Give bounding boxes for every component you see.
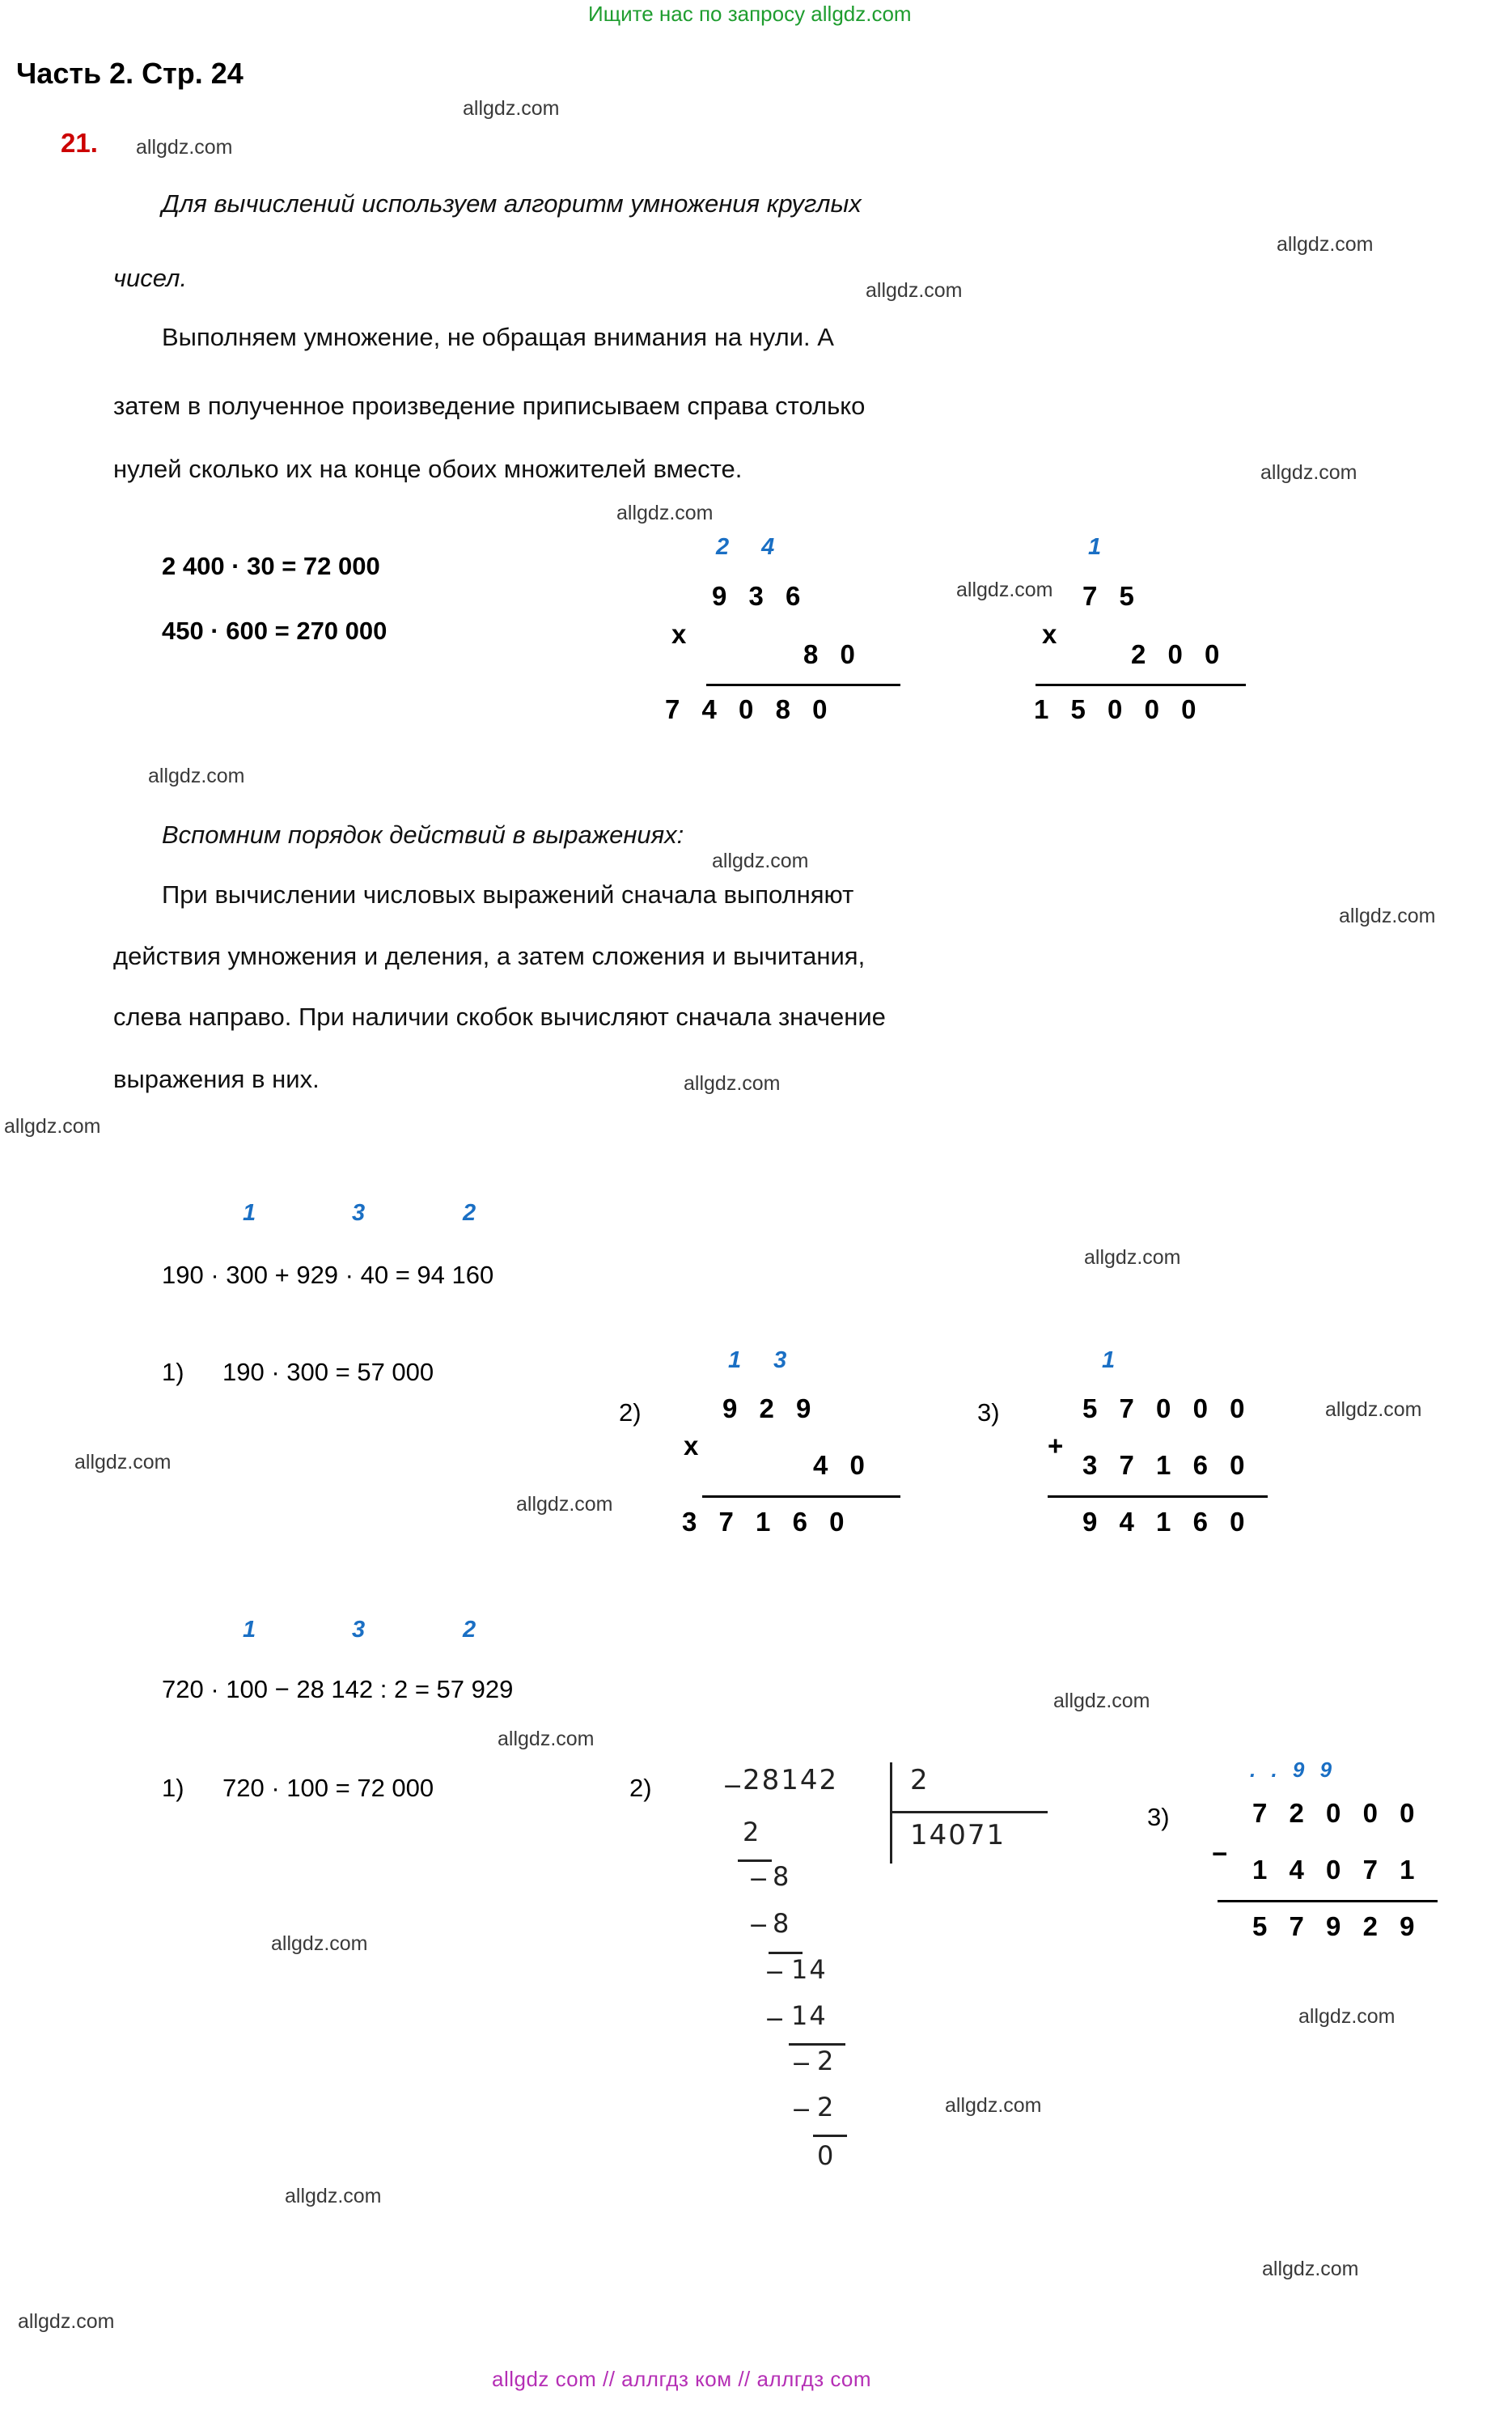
watermark: allgdz.com (1262, 2258, 1359, 2280)
example1-step3-carry: 1 (1102, 1347, 1116, 1373)
intro-line-2: чисел. (113, 264, 188, 292)
watermark: allgdz.com (1339, 905, 1436, 927)
division-dividend: 28142 (743, 1764, 839, 1796)
division-step-rule-1 (738, 1859, 772, 1862)
watermark-bottom-banner: allgdz com // аллгдз ком // аллгдз сom (492, 2367, 872, 2391)
division-divisor: 2 (910, 1764, 930, 1796)
division-minus-7: − (791, 2096, 812, 2124)
example1-step2-rule (702, 1495, 900, 1498)
example2-step1: 720 · 100 = 72 000 (222, 1774, 434, 1802)
example1-step2-bottom: 4 0 (813, 1450, 872, 1480)
example1-step1-label: 1) (162, 1358, 184, 1386)
division-minus-6: − (791, 2050, 812, 2078)
watermark: allgdz.com (1084, 1246, 1181, 1269)
result-equation-1: 2 400 · 30 = 72 000 (162, 552, 380, 580)
example2-step1-label: 1) (162, 1774, 184, 1802)
example2-step3-bottom: 1 4 0 7 1 (1252, 1855, 1422, 1885)
division-minus-2: − (748, 1865, 769, 1893)
watermark: allgdz.com (866, 279, 963, 302)
example1-step2-top: 9 2 9 (722, 1393, 819, 1423)
watermark: allgdz.com (4, 1115, 101, 1138)
column1-carry: 2 4 (716, 534, 788, 560)
rules-line-1: При вычислении числовых выражений сначала выполняют (162, 880, 854, 909)
division-step-5: 14 (791, 2000, 828, 2031)
watermark: allgdz.com (616, 502, 714, 524)
watermark: allgdz.com (516, 1493, 613, 1516)
example2-order-3: 2 (463, 1617, 476, 1643)
intro-line-3: Выполняем умножение, не обращая внимания на нули. А (162, 323, 834, 351)
rules-line-4: выражения в них. (113, 1065, 320, 1093)
watermark: allgdz.com (1053, 1690, 1150, 1712)
column2-result: 1 5 0 0 0 (1034, 694, 1204, 724)
intro-line-1: Для вычислений используем алгоритм умножения круглых (162, 189, 862, 218)
watermark: allgdz.com (148, 765, 245, 787)
watermark: allgdz.com (285, 2185, 382, 2207)
watermark: allgdz.com (463, 97, 560, 120)
example2-step2-label: 2) (629, 1774, 652, 1802)
division-step-8: 0 (817, 2140, 836, 2171)
watermark: allgdz.com (271, 1932, 368, 1955)
example1-step3-top: 5 7 0 0 0 (1082, 1393, 1252, 1423)
division-minus-4: − (764, 1958, 786, 1987)
example1-order-1: 1 (243, 1200, 256, 1226)
example1-order-3: 2 (463, 1200, 476, 1226)
example1-step3-rule (1048, 1495, 1268, 1498)
watermark: allgdz.com (945, 2094, 1042, 2117)
division-step-4: 14 (791, 1954, 828, 1985)
division-step-rule-4 (813, 2135, 847, 2137)
watermark: allgdz.com (1260, 461, 1357, 484)
division-minus-3: − (748, 1911, 769, 1940)
example2-step3-carry: . . 9 9 (1250, 1758, 1337, 1782)
rules-line-3: слева направо. При наличии скобок вычисляют сначала значение (113, 1003, 886, 1031)
watermark-top-banner: Ищите нас по запросу allgdz.com (588, 2, 912, 26)
rules-line-2: действия умножения и деления, а затем сложения и вычитания, (113, 942, 866, 970)
division-minus-5: − (764, 2005, 786, 2033)
rules-title: Вспомним порядок действий в выражениях: (162, 821, 684, 849)
example1-step3-label: 3) (977, 1398, 1000, 1427)
watermark: allgdz.com (684, 1072, 781, 1095)
watermark: allgdz.com (1298, 2005, 1396, 2028)
example1-step2-result: 3 7 1 6 0 (682, 1507, 852, 1537)
watermark: allgdz.com (18, 2310, 115, 2333)
division-step-2: 8 (773, 1861, 791, 1892)
page-title: Часть 2. Стр. 24 (16, 57, 244, 90)
task-number: 21. (61, 128, 98, 158)
column2-operator: х (1042, 619, 1057, 649)
watermark: allgdz.com (956, 579, 1053, 601)
division-step-7: 2 (817, 2092, 836, 2122)
example1-step2-operator: х (684, 1431, 699, 1461)
example2-expression: 720 · 100 − 28 142 : 2 = 57 929 (162, 1675, 514, 1703)
example1-step2-label: 2) (619, 1398, 642, 1427)
column1-rule (706, 684, 900, 686)
example2-step3-operator: − (1212, 1838, 1228, 1868)
example2-step3-top: 7 2 0 0 0 (1252, 1798, 1422, 1828)
watermark: allgdz.com (498, 1728, 595, 1750)
column2-bottom: 2 0 0 (1131, 639, 1227, 669)
example2-step3-result: 5 7 9 2 9 (1252, 1911, 1422, 1941)
column2-carry: 1 (1088, 534, 1102, 560)
result-equation-2: 450 · 600 = 270 000 (162, 617, 388, 645)
example1-step3-bottom: 3 7 1 6 0 (1082, 1450, 1252, 1480)
example1-step2-carry: 1 3 (728, 1347, 800, 1373)
division-step-3: 8 (773, 1908, 791, 1939)
column1-operator: х (671, 619, 687, 649)
intro-line-5: нулей сколько их на конце обоих множителей вместе. (113, 455, 743, 483)
example1-expression: 190 · 300 + 929 · 40 = 94 160 (162, 1261, 494, 1289)
column1-bottom: 8 0 (803, 639, 862, 669)
example2-step3-label: 3) (1147, 1803, 1170, 1831)
watermark: allgdz.com (1277, 233, 1374, 256)
example2-step3-rule (1218, 1900, 1438, 1902)
example2-order-2: 3 (352, 1617, 366, 1643)
division-step-6: 2 (817, 2046, 836, 2076)
example1-order-2: 3 (352, 1200, 366, 1226)
example1-step1: 190 · 300 = 57 000 (222, 1358, 434, 1386)
example1-step3-operator: + (1048, 1431, 1064, 1461)
example1-step3-result: 9 4 1 6 0 (1082, 1507, 1252, 1537)
column1-result: 7 4 0 8 0 (665, 694, 835, 724)
intro-line-4: затем в полученное произведение приписываем справа столько (113, 392, 866, 420)
column2-top: 7 5 (1082, 581, 1141, 611)
division-quotient: 14071 (910, 1819, 1006, 1851)
column1-top: 9 3 6 (712, 581, 808, 611)
watermark: allgdz.com (136, 136, 233, 159)
watermark: allgdz.com (74, 1451, 172, 1474)
division-step-1: 2 (743, 1817, 761, 1847)
example2-order-1: 1 (243, 1617, 256, 1643)
division-divisor-rule (890, 1811, 1048, 1813)
division-minus-0: − (722, 1772, 743, 1800)
column2-rule (1036, 684, 1246, 686)
watermark: allgdz.com (1325, 1398, 1422, 1421)
watermark: allgdz.com (712, 850, 809, 872)
